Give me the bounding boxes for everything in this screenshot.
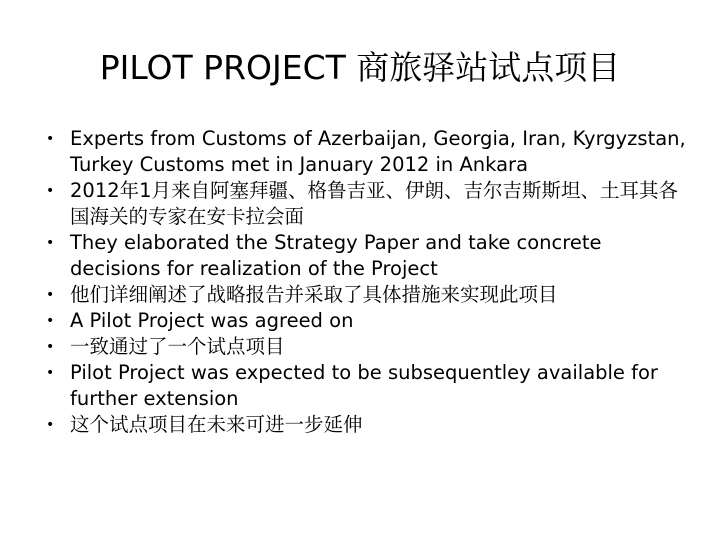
slide-title: PILOT PROJECT 商旅驿站试点项目: [99, 48, 621, 87]
bullet-dot-icon: •: [46, 183, 55, 199]
bullet-dot-icon: •: [46, 417, 55, 433]
bullet-dot-icon: •: [46, 365, 55, 381]
bullet-text: 一致通过了一个试点项目: [70, 335, 285, 358]
bullet-dot-icon: •: [46, 339, 55, 355]
bullet-dot-icon: •: [46, 235, 55, 251]
bullet-text: Experts from Customs of Azerbaijan, Georgia, Iran, Kyrgyzstan, Turkey Customs met in January 2012 in Ankara: [70, 127, 686, 176]
bullet-dot-icon: •: [46, 131, 55, 147]
bullet-item: [46, 282, 696, 308]
bullet-text: 他们详细阐述了战略报告并采取了具体措施来实现此项目: [70, 283, 558, 306]
bullet-text: They elaborated the Strategy Paper and take concrete decisions for realization of the Project: [70, 231, 602, 280]
bullet-item: [46, 360, 696, 412]
bullet-dot-icon: •: [46, 287, 55, 303]
bullet-list: [46, 126, 696, 438]
bullet-dot-icon: •: [46, 313, 55, 329]
bullet-item: [46, 308, 696, 334]
bullet-text: 2012年1月来自阿塞拜疆、格鲁吉亚、伊朗、吉尔吉斯斯坦、土耳其各国海关的专家在安卡拉会面: [70, 179, 679, 228]
bullet-text: Pilot Project was expected to be subsequentley available for further extension: [70, 361, 658, 410]
bullet-item: [46, 412, 696, 438]
bullet-item: [46, 230, 696, 282]
bullet-item: [46, 126, 696, 178]
bullet-item: [46, 178, 696, 230]
bullet-text: 这个试点项目在未来可进一步延伸: [70, 413, 363, 436]
bullet-text: A Pilot Project was agreed on: [70, 309, 354, 332]
bullet-item: [46, 334, 696, 360]
